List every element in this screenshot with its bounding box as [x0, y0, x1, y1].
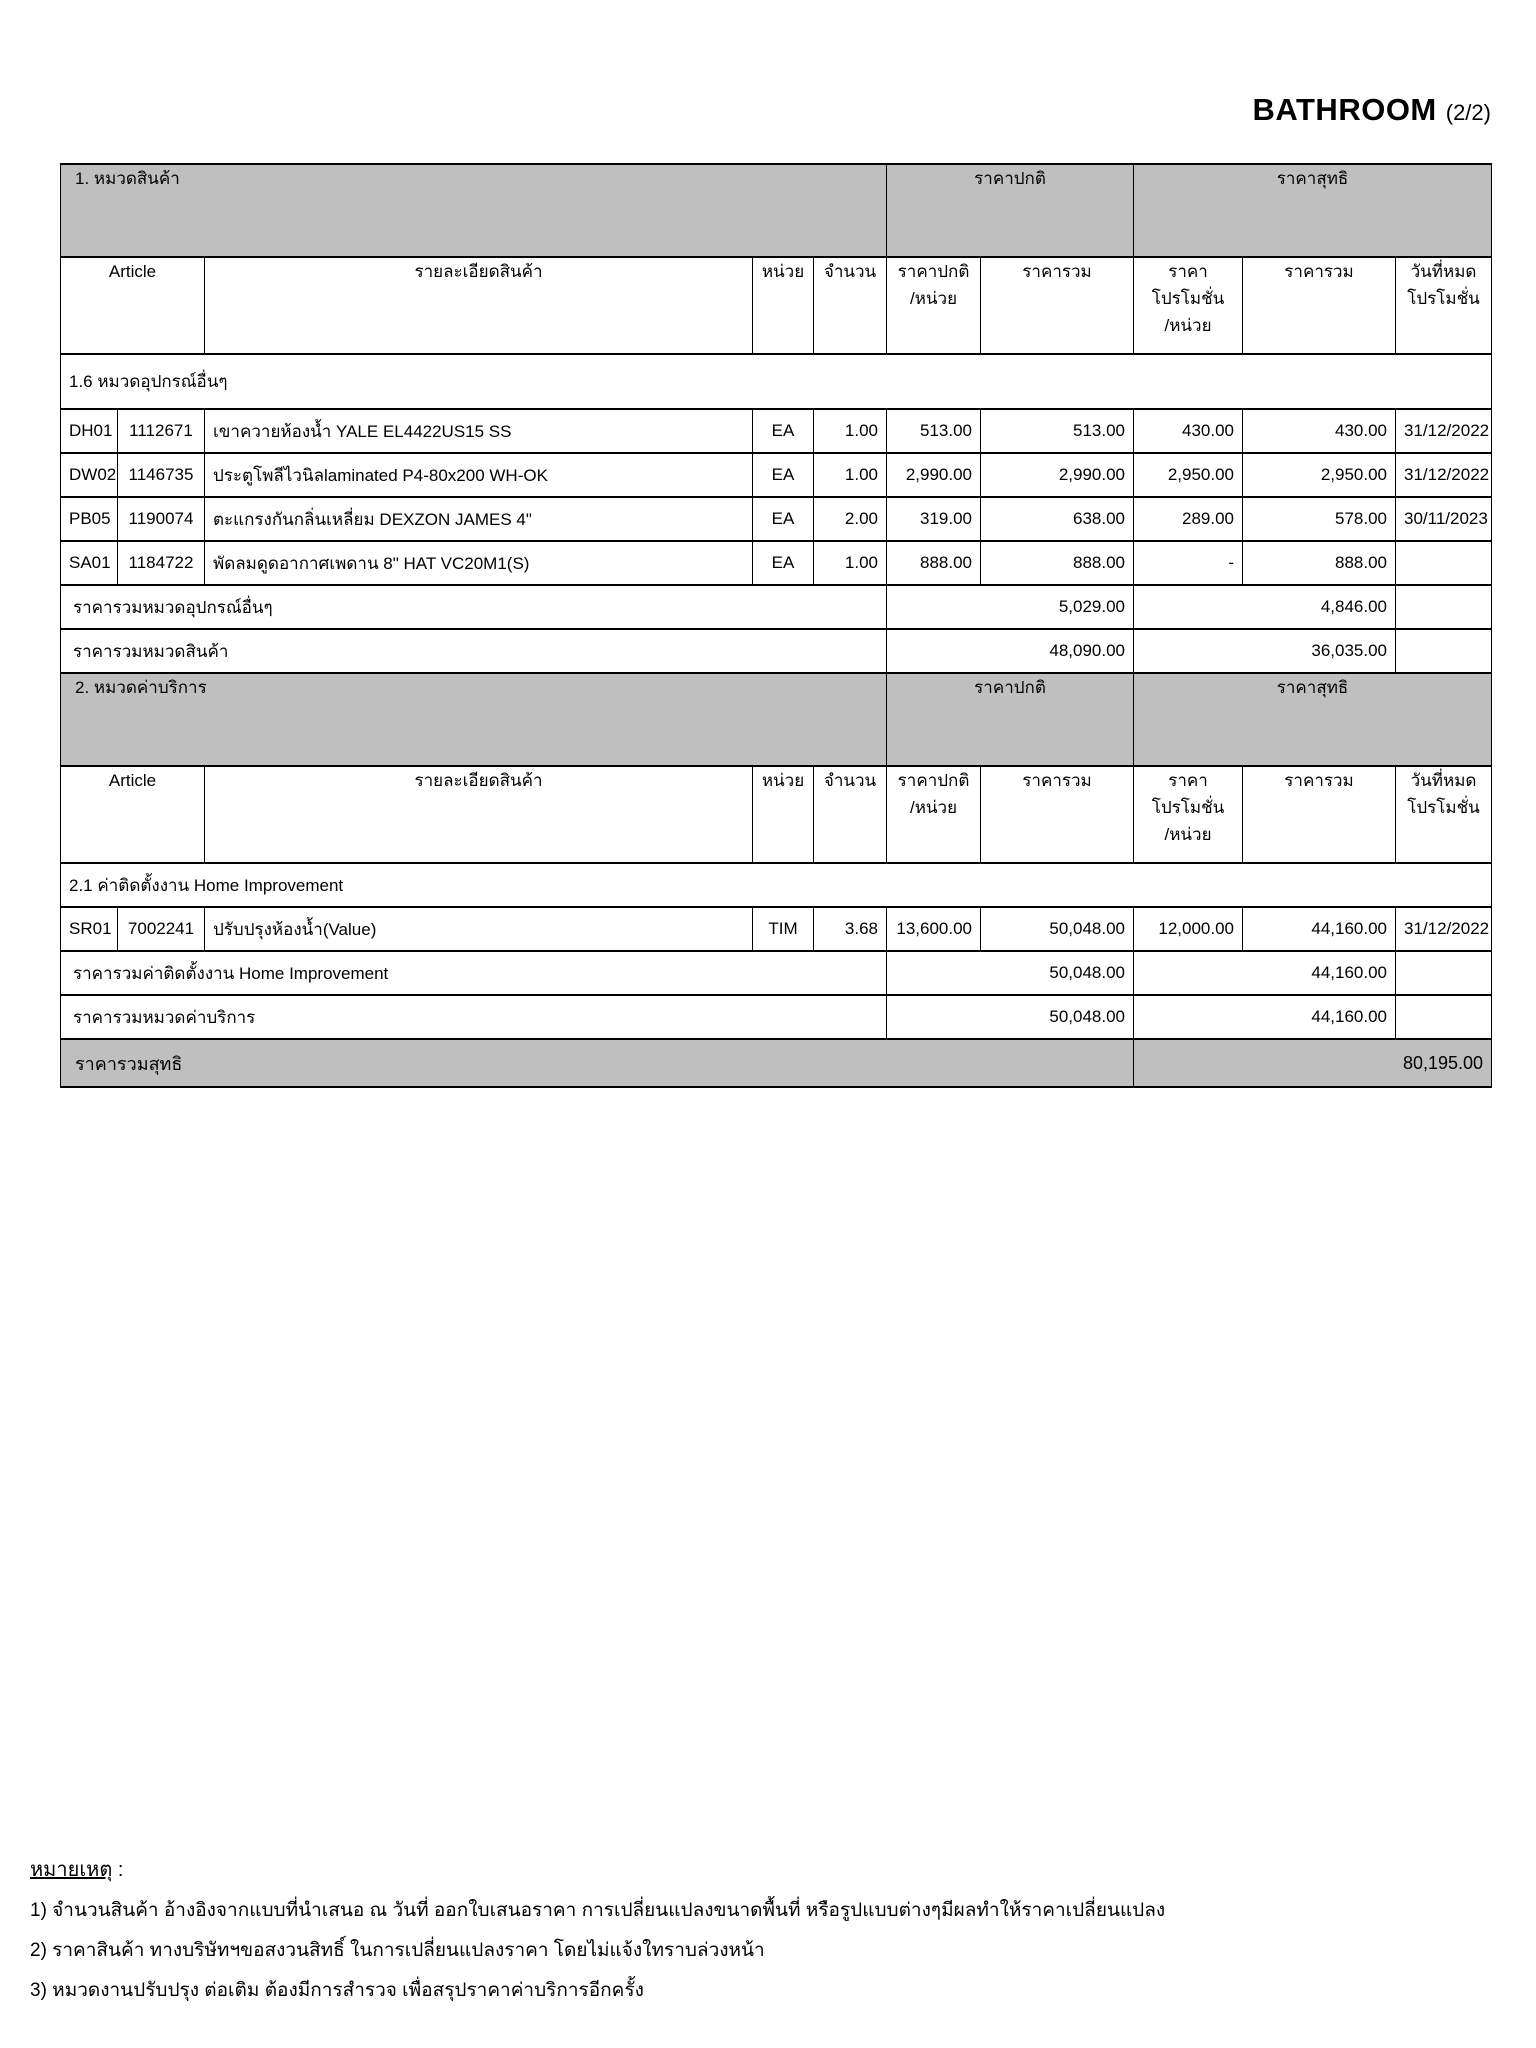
- net-price-band-header: ราคาสุทธิ: [1134, 673, 1492, 766]
- products-header-row: [61, 257, 1492, 354]
- services-subsection-total-row: [61, 951, 1492, 995]
- notes-heading: [30, 1853, 1520, 1885]
- products-section-total-row: [61, 629, 1492, 673]
- item-unit: EA: [753, 497, 814, 541]
- page-title-text: BATHROOM: [1252, 92, 1437, 127]
- item-article-no: 1112671: [118, 409, 205, 453]
- notes-section: [30, 1853, 1520, 2011]
- header-line: ราคาปกติ: [897, 771, 970, 790]
- item-qty: 1.00: [814, 541, 887, 585]
- header-line: ราคาปกติ: [897, 262, 970, 281]
- products-subsection-label: 1.6 หมวดอุปกรณ์อื่นๆ: [61, 354, 1492, 409]
- col-normal-unit-price: [887, 257, 981, 354]
- subsection-total-date-spacer: [1396, 585, 1492, 629]
- col-description: รายละเอียดสินค้า: [205, 766, 753, 863]
- section-total-date-spacer: [1396, 629, 1492, 673]
- item-promo-total: 44,160.00: [1243, 907, 1396, 951]
- note-item: 1) จำนวนสินค้า อ้างอิงจากแบบที่นำเสนอ ณ วันที่ ออกใบเสนอราคา การเปลี่ยนแปลงขนาดพื้นที่ หรือรูปแบบต่างๆมีผลทำให้ราคาเปลี่ยนแปลง: [30, 1900, 1166, 1921]
- subsection-total-date-spacer: [1396, 951, 1492, 995]
- header-line: โปรโมชั่น: [1407, 289, 1480, 308]
- item-normal-total: 2,990.00: [981, 453, 1134, 497]
- net-price-band-header: ราคาสุทธิ: [1134, 164, 1492, 257]
- section-total-net: 36,035.00: [1134, 629, 1396, 673]
- notes-title: หมายเหตุ: [30, 1859, 113, 1881]
- item-unit: EA: [753, 409, 814, 453]
- subsection-total-normal: 5,029.00: [887, 585, 1134, 629]
- item-promo-total: 430.00: [1243, 409, 1396, 453]
- page-indicator: (2/2): [1445, 100, 1491, 125]
- item-qty: 1.00: [814, 453, 887, 497]
- col-normal-total: ราคารวม: [981, 257, 1134, 354]
- product-row: [61, 453, 1492, 497]
- item-article-no: 1146735: [118, 453, 205, 497]
- col-promo-total: ราคารวม: [1243, 766, 1396, 863]
- section-total-label: ราคารวมหมวดค่าบริการ: [61, 995, 887, 1039]
- item-promo-unit-price: 289.00: [1134, 497, 1243, 541]
- item-code: DW02: [61, 453, 118, 497]
- section-total-normal: 50,048.00: [887, 995, 1134, 1039]
- item-normal-total: 50,048.00: [981, 907, 1134, 951]
- item-promo-end-date: 31/12/2022: [1396, 453, 1492, 497]
- header-line: วันที่หมด: [1410, 262, 1477, 281]
- header-line: ราคา: [1168, 771, 1208, 790]
- page-title: [1253, 92, 1491, 128]
- header-line: โปรโมชั่น: [1151, 289, 1225, 308]
- grand-total-row: [61, 1039, 1492, 1087]
- col-unit: หน่วย: [753, 257, 814, 354]
- product-row: [61, 541, 1492, 585]
- section-total-date-spacer: [1396, 995, 1492, 1039]
- item-promo-end-date: [1396, 541, 1492, 585]
- header-line: /หน่วย: [1164, 825, 1212, 844]
- note-item: 3) หมวดงานปรับปรุง ต่อเติม ต้องมีการสำรวจ เพื่อสรุปราคาค่าบริการอีกครั้ง: [30, 1980, 644, 2001]
- col-article: Article: [61, 257, 205, 354]
- header-line: วันที่หมด: [1410, 771, 1477, 790]
- item-description: พัดลมดูดอากาศเพดาน 8" HAT VC20M1(S): [205, 541, 753, 585]
- services-section-header: 2. หมวดค่าบริการ: [61, 673, 887, 766]
- item-code: DH01: [61, 409, 118, 453]
- item-normal-unit-price: 513.00: [887, 409, 981, 453]
- item-promo-end-date: 31/12/2022: [1396, 409, 1492, 453]
- item-description: ประตูโพลีไวนิลlaminated P4-80x200 WH-OK: [205, 453, 753, 497]
- col-quantity: จำนวน: [814, 766, 887, 863]
- col-promo-unit-price: [1134, 766, 1243, 863]
- item-article-no: 7002241: [118, 907, 205, 951]
- item-promo-unit-price: -: [1134, 541, 1243, 585]
- item-description: ปรับปรุงห้องน้ำ(Value): [205, 907, 753, 951]
- item-normal-total: 513.00: [981, 409, 1134, 453]
- note-item: 2) ราคาสินค้า ทางบริษัทฯขอสงวนสิทธิ์ ในการเปลี่ยนแปลงราคา โดยไม่แจ้งใทราบล่วงหน้า: [30, 1940, 765, 1961]
- header-line: โปรโมชั่น: [1151, 798, 1225, 817]
- item-promo-end-date: 30/11/2023: [1396, 497, 1492, 541]
- col-promo-unit-price: [1134, 257, 1243, 354]
- col-article: Article: [61, 766, 205, 863]
- section-total-normal: 48,090.00: [887, 629, 1134, 673]
- grand-total-label: ราคารวมสุทธิ: [61, 1039, 1134, 1087]
- service-row: [61, 907, 1492, 951]
- services-subsection-row: [61, 863, 1492, 907]
- services-subsection-label: 2.1 ค่าติดตั้งงาน Home Improvement: [61, 863, 1492, 907]
- item-article-no: 1190074: [118, 497, 205, 541]
- products-section-header: 1. หมวดสินค้า: [61, 164, 887, 257]
- item-promo-total: 578.00: [1243, 497, 1396, 541]
- item-unit: TIM: [753, 907, 814, 951]
- normal-price-band-header: ราคาปกติ: [887, 164, 1134, 257]
- item-promo-unit-price: 12,000.00: [1134, 907, 1243, 951]
- item-promo-total: 888.00: [1243, 541, 1396, 585]
- item-normal-total: 888.00: [981, 541, 1134, 585]
- products-subsection-total-row: [61, 585, 1492, 629]
- col-normal-total: ราคารวม: [981, 766, 1134, 863]
- notes-title-colon: :: [117, 1859, 124, 1881]
- item-code: SR01: [61, 907, 118, 951]
- services-band-row: [61, 673, 1492, 766]
- header-line: /หน่วย: [909, 798, 958, 817]
- col-quantity: จำนวน: [814, 257, 887, 354]
- item-normal-unit-price: 888.00: [887, 541, 981, 585]
- item-unit: EA: [753, 453, 814, 497]
- subsection-total-net: 4,846.00: [1134, 585, 1396, 629]
- item-promo-end-date: 31/12/2022: [1396, 907, 1492, 951]
- item-promo-total: 2,950.00: [1243, 453, 1396, 497]
- product-row: [61, 409, 1492, 453]
- normal-price-band-header: ราคาปกติ: [887, 673, 1134, 766]
- col-promo-end-date: [1396, 257, 1492, 354]
- item-qty: 2.00: [814, 497, 887, 541]
- item-normal-total: 638.00: [981, 497, 1134, 541]
- header-line: /หน่วย: [1164, 316, 1212, 335]
- item-promo-unit-price: 2,950.00: [1134, 453, 1243, 497]
- subsection-total-label: ราคารวมหมวดอุปกรณ์อื่นๆ: [61, 585, 887, 629]
- item-qty: 3.68: [814, 907, 887, 951]
- header-line: โปรโมชั่น: [1407, 798, 1480, 817]
- col-unit: หน่วย: [753, 766, 814, 863]
- subsection-total-label: ราคารวมค่าติดตั้งงาน Home Improvement: [61, 951, 887, 995]
- item-description: เขาควายห้องน้ำ YALE EL4422US15 SS: [205, 409, 753, 453]
- item-article-no: 1184722: [118, 541, 205, 585]
- col-normal-unit-price: [887, 766, 981, 863]
- products-band-row: [61, 164, 1492, 257]
- item-promo-unit-price: 430.00: [1134, 409, 1243, 453]
- section-total-net: 44,160.00: [1134, 995, 1396, 1039]
- quotation-table: [60, 163, 1492, 1088]
- item-code: PB05: [61, 497, 118, 541]
- item-code: SA01: [61, 541, 118, 585]
- col-description: รายละเอียดสินค้า: [205, 257, 753, 354]
- section-total-label: ราคารวมหมวดสินค้า: [61, 629, 887, 673]
- col-promo-end-date: [1396, 766, 1492, 863]
- products-subsection-row: [61, 354, 1492, 409]
- subsection-total-net: 44,160.00: [1134, 951, 1396, 995]
- item-qty: 1.00: [814, 409, 887, 453]
- header-line: /หน่วย: [909, 289, 958, 308]
- item-unit: EA: [753, 541, 814, 585]
- col-promo-total: ราคารวม: [1243, 257, 1396, 354]
- services-section-total-row: [61, 995, 1492, 1039]
- services-header-row: [61, 766, 1492, 863]
- item-normal-unit-price: 2,990.00: [887, 453, 981, 497]
- subsection-total-normal: 50,048.00: [887, 951, 1134, 995]
- product-row: [61, 497, 1492, 541]
- item-normal-unit-price: 319.00: [887, 497, 981, 541]
- grand-total-value: 80,195.00: [1134, 1039, 1492, 1087]
- header-line: ราคา: [1168, 262, 1208, 281]
- item-normal-unit-price: 13,600.00: [887, 907, 981, 951]
- item-description: ตะแกรงกันกลิ่นเหลี่ยม DEXZON JAMES 4": [205, 497, 753, 541]
